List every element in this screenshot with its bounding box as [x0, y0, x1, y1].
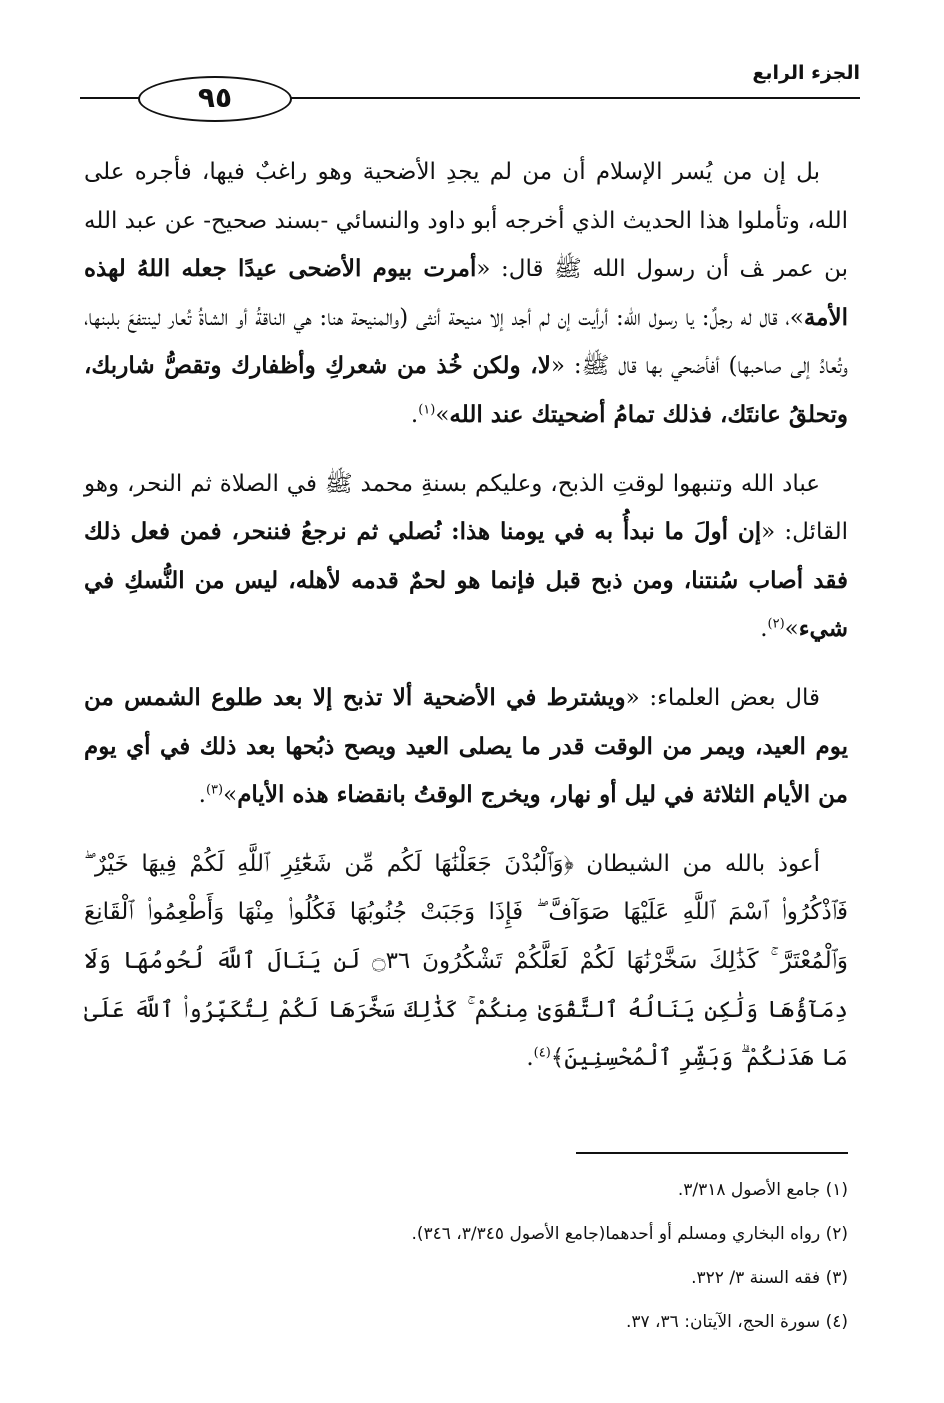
p1-text-3: »: [435, 401, 450, 428]
footnote-ref-3: (٣): [205, 782, 224, 798]
page-number: ٩٥: [138, 76, 292, 122]
p1-text-4: .: [410, 401, 419, 428]
p2-text-2: »: [784, 616, 799, 643]
footnote-ref-4: (٤): [533, 1045, 551, 1061]
footnote-2: (٢) رواه البخاري ومسلم أو أحدهما(جامع الأصول ٣/٣٤٥، ٣٤٦).: [411, 1224, 848, 1244]
footnote-3: (٣) فقه السنة ٣/ ٣٢٢.: [691, 1268, 848, 1288]
footnote-separator: [576, 1152, 848, 1154]
p1-hadith-2: لا، ولكن خُذ من شعركِ وأظفارك وتقصُّ شاربك، وتحلقُ عانتَك، فذلك تمامُ أضحيتك عند الله: [84, 352, 848, 428]
p3-text-3: .: [198, 782, 206, 809]
p1-hadith-1: أمرت بيوم الأضحى عيدًا جعله اللهُ لهذه الأمة: [84, 255, 848, 331]
p3-text-1: قال بعض العلماء: «: [625, 684, 820, 711]
p3-text-2: »: [223, 782, 238, 809]
p2-hadith: إن أولَ ما نبدأُ به في يومنا هذا: نُصلي ثم نرجعُ فننحر، فمن فعل ذلك فقد أصاب سُنتنا، ومن ذبح قبل فإنما هو لحمٌ قدمه لأهله، ليس من النُّسكِ في شيء: [84, 518, 848, 643]
footnote-4: (٤) سورة الحج، الآيتان: ٣٦، ٣٧.: [625, 1312, 848, 1332]
paragraph-4: [84, 840, 848, 1083]
footnote-ref-2: (٢): [767, 616, 785, 632]
footnotes: [84, 1168, 848, 1344]
part-title: الجزء الرابع: [752, 62, 860, 84]
paragraph-2: [84, 460, 848, 654]
p2-text-3: .: [760, 616, 768, 643]
p4-text-2: .: [526, 1045, 534, 1072]
footnote-1: (١) جامع الأصول ٣/٣١٨.: [677, 1180, 848, 1200]
paragraph-1: [84, 148, 848, 440]
page-header: [80, 58, 860, 114]
main-text: [84, 148, 848, 1103]
paragraph-3: [84, 674, 848, 820]
p1-text-2: »، قال له رجلٌ: يا رسول الله: أرأيت إن لم أجد إلا منيحة أنثى (والمنيحة هنا: هي الناقةُ أو الشاةُ تُعار لينتفعَ بلبنها، وتُعادُ إلى صاحبها) أفأضحي بها قال ﷺ: «: [84, 304, 848, 380]
p3-quote: ويشترط في الأضحية ألا تذبح إلا بعد طلوع الشمس من يوم العيد، ويمر من الوقت قدر ما يصلى العيد ويصح ذبُحها بعد ذلك في أي يوم من الأيام الثلاثة في ليل أو نهار، ويخرج الوقتُ بانقضاء هذه الأيام: [84, 683, 848, 809]
p2-text-1: عباد الله وتنبهوا لوقتِ الذبح، وعليكم بسنةِ محمد ﷺ في الصلاة ثم النحر، وهو القائل: «: [84, 470, 848, 546]
p1-text-1: بل إن من يُسر الإسلام أن من لم يجدِ الأضحية وهو راغبٌ فيها، فأجره على الله، وتأملوا هذا الحديث الذي أخرجه أبو داود والنسائي -بسند صحيح- عن عبد الله بن عمر ﭫ أن رسول الله ﷺ قال: «: [84, 159, 848, 283]
quran-verse: ﴿وَٱلْبُدْنَ جَعَلْنَٰهَا لَكُم مِّن شَعَٰٓئِرِ ٱللَّهِ لَكُمْ فِيهَا خَيْرٌ ۖ فَٱذْكُرُوا۟ ٱسْمَ ٱللَّهِ عَلَيْهَا صَوَآفَّ ۖ فَإِذَا وَجَبَتْ جُنُوبُهَا فَكُلُوا۟ مِنْهَا وَأَطْعِمُوا۟ ٱلْقَانِعَ وَٱلْمُعْتَرَّ ۚ كَذَٰلِكَ سَخَّرْنَٰهَا لَكُمْ لَعَلَّكُمْ تَشْكُرُونَ ۝٣٦ لَن يَنَالَ ٱللَّهَ لُحُومُهَا وَلَا دِمَآؤُهَا وَلَٰكِن يَنَالُهُ ٱلتَّقْوَىٰ مِنكُمْ ۚ كَذَٰلِكَ سَخَّرَهَا لَكُمْ لِتُكَبِّرُوا۟ ٱللَّهَ عَلَىٰ مَا هَدَىٰكُمْ ۗ وَبَشِّرِ ٱلْمُحْسِنِينَ﴾: [84, 850, 848, 1072]
p4-text-1: أعوذ بالله من الشيطان: [573, 850, 820, 877]
footnote-ref-1: (١): [418, 402, 436, 418]
